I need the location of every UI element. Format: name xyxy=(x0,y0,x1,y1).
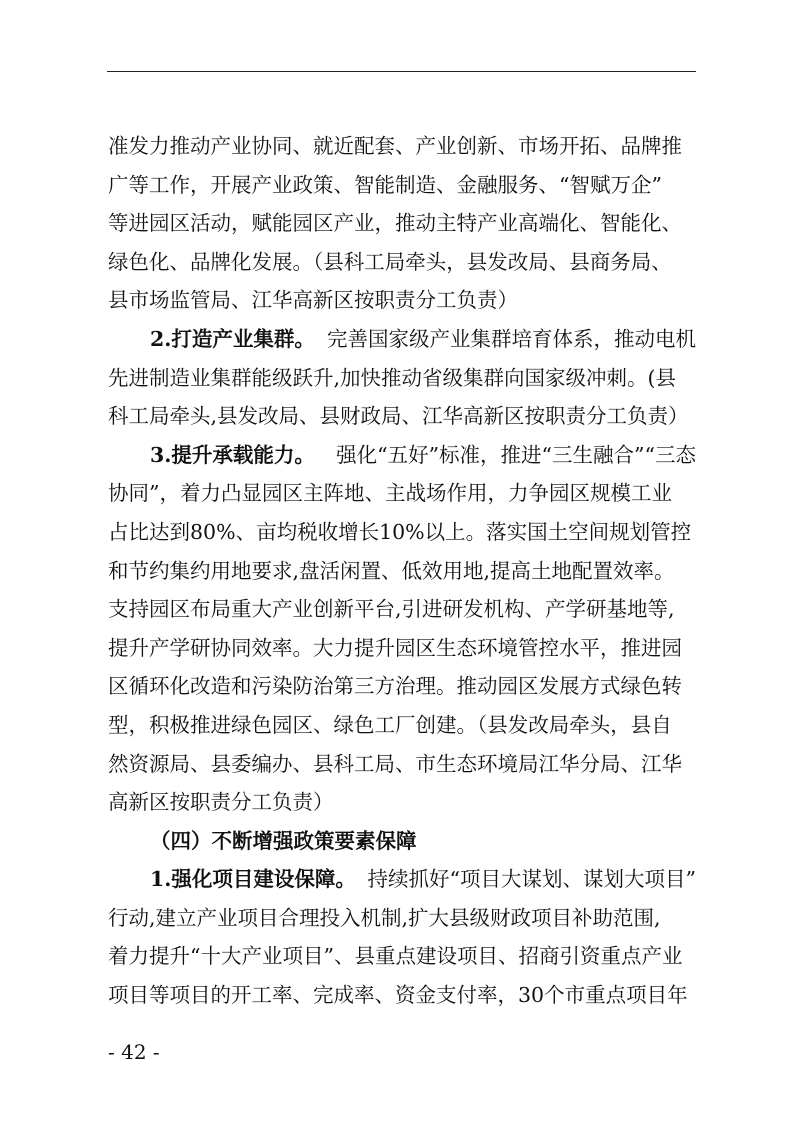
paragraph-start-line xyxy=(108,436,696,475)
body-line: 然资源局、县委编办、县科工局、市生态环境局江华分局、江华 xyxy=(108,751,682,776)
body-line: 县市场监管局、江华高新区按职责分工负责） xyxy=(108,288,518,313)
body-line: 广等工作，开展产业政策、智能制造、金融服务、“智赋万企” xyxy=(108,172,662,197)
body-line: 提升产学研协同效率。大力提升园区生态环境管控水平，推进园 xyxy=(108,635,682,660)
body-line: 等进园区活动，赋能园区产业，推动主特产业高端化、智能化、 xyxy=(108,211,682,236)
body-line: 支持园区布局重大产业创新平台,引进研发机构、产学研基地等, xyxy=(108,597,675,622)
paragraph-start-line xyxy=(108,860,696,899)
body-line: 区循环化改造和污染防治第三方治理。推动园区发展方式绿色转 xyxy=(108,674,682,699)
page-number: - 42 - xyxy=(108,1040,160,1064)
section-heading-project-guarantee: 1.强化项目建设保障。 xyxy=(150,867,356,892)
body-line: 型，积极推进绿色园区、绿色工厂创建。（县发改局牵头，县自 xyxy=(108,712,672,737)
body-line: 先进制造业集群能级跃升,加快推动省级集群向国家级冲刺。(县 xyxy=(108,365,677,390)
body-text: 完善国家级产业集群培育体系，推动电机 xyxy=(327,326,696,351)
section-heading-capacity: 3.提升承载能力。 xyxy=(150,442,315,467)
document-body xyxy=(108,127,696,1015)
header-rule xyxy=(107,71,696,72)
body-line: 占比达到80%、亩均税收增长10%以上。落实国土空间规划管控 xyxy=(108,519,692,544)
body-line: 行动,建立产业项目合理投入机制,扩大县级财政项目补助范围, xyxy=(108,905,661,930)
paragraph-start-line xyxy=(108,320,696,359)
section-heading-industry-cluster: 2.打造产业集群。 xyxy=(150,326,315,351)
body-text: 持续抓好“项目大谋划、谋划大项目” xyxy=(367,867,696,892)
section-subheading-policy: （四）不断增强政策要素保障 xyxy=(150,828,417,853)
body-line: 科工局牵头,县发改局、县财政局、江华高新区按职责分工负责） xyxy=(108,404,689,429)
body-line: 着力提升“十大产业项目”、县重点建设项目、招商引资重点产业 xyxy=(108,944,683,969)
body-line: 协同”，着力凸显园区主阵地、主战场作用，力争园区规模工业 xyxy=(108,481,672,506)
body-line: 绿色化、品牌化发展。（县科工局牵头，县发改局、县商务局、 xyxy=(108,249,672,274)
body-line: 准发力推动产业协同、就近配套、产业创新、市场开拓、品牌推 xyxy=(108,134,682,158)
body-line: 项目等项目的开工率、完成率、资金支付率，30个市重点项目年 xyxy=(108,983,688,1008)
body-line: 和节约集约用地要求,盘活闲置、低效用地,提高土地配置效率。 xyxy=(108,558,675,583)
body-line: 高新区按职责分工负责） xyxy=(108,790,334,815)
body-text: 强化“五好”标准，推进“三生融合”“三态 xyxy=(336,442,696,467)
